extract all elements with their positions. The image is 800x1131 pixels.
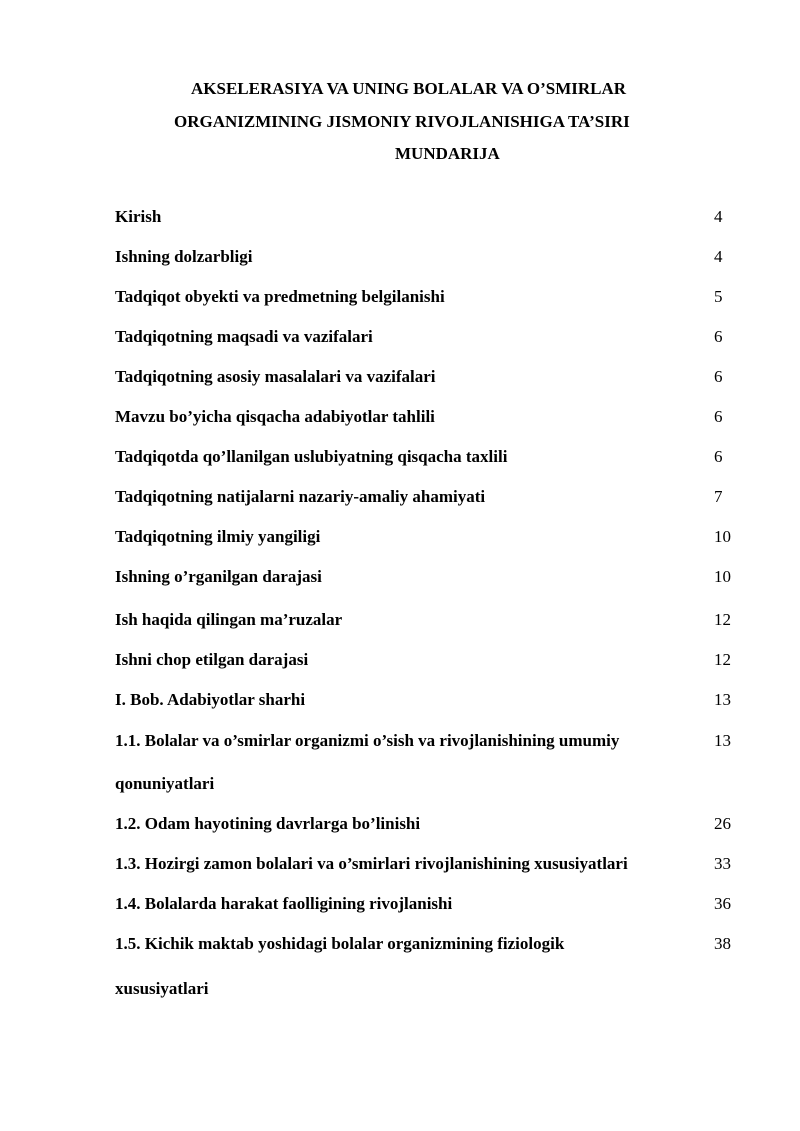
toc-entry-page: 12 <box>714 610 731 629</box>
toc-entry-page: 13 <box>714 690 731 709</box>
toc-entry-text: Tadqiqotning maqsadi va vazifalari <box>115 327 373 346</box>
toc-entry-page: 6 <box>714 367 723 386</box>
toc-entry-text: 1.2. Odam hayotining davrlarga bo’linishi <box>115 814 421 833</box>
contents-heading: MUNDARIJA <box>395 144 500 163</box>
toc-entry-text: 1.4. Bolalarda harakat faolligining rivojlanishi <box>115 894 453 913</box>
toc-entry-page: 4 <box>714 207 723 226</box>
toc-entry-text: 1.3. Hozirgi zamon bolalari va o’smirlari rivojlanishining xususiyatlari <box>115 854 628 873</box>
toc-entry-page: 10 <box>714 527 731 546</box>
toc-entry-page: 6 <box>714 447 723 466</box>
toc-entry-text: 1.1. Bolalar va o’smirlar organizmi o’sish va rivojlanishining umumiy <box>115 731 620 750</box>
toc-entry-text: Tadqiqotda qo’llanilgan uslubiyatning qisqacha taxlili <box>115 447 508 466</box>
document-title-line-1: AKSELERASIYA VA UNING BOLALAR VA O’SMIRLAR <box>191 79 627 98</box>
toc-entry-page: 13 <box>714 731 731 750</box>
document-title-line-2: ORGANIZMINING JISMONIY RIVOJLANISHIGA TA’SIRI <box>174 112 630 131</box>
toc-entry-continuation: qonuniyatlari <box>115 774 215 793</box>
toc-entry-text: Ish haqida qilingan ma’ruzalar <box>115 610 343 629</box>
toc-entry-text: I. Bob. Adabiyotlar sharhi <box>115 690 306 709</box>
toc-entry-text: 1.5. Kichik maktab yoshidagi bolalar organizmining fiziologik <box>115 934 565 953</box>
toc-entry-page: 4 <box>714 247 723 266</box>
toc-entry-page: 6 <box>714 407 723 426</box>
toc-entry-text: Ishning o’rganilgan darajasi <box>115 567 322 586</box>
toc-entry-text: Tadqiqotning ilmiy yangiligi <box>115 527 321 546</box>
toc-entry-text: Tadqiqotning asosiy masalalari va vazifalari <box>115 367 436 386</box>
toc-entry-continuation: xususiyatlari <box>115 979 209 998</box>
toc-entry-page: 5 <box>714 287 723 306</box>
toc-entry-text: Ishni chop etilgan darajasi <box>115 650 309 669</box>
toc-entry-page: 10 <box>714 567 731 586</box>
toc-entry-text: Kirish <box>115 207 162 226</box>
toc-entry-page: 6 <box>714 327 723 346</box>
toc-entry-page: 33 <box>714 854 731 873</box>
toc-entry-page: 7 <box>714 487 723 506</box>
toc-entry-page: 12 <box>714 650 731 669</box>
toc-entry-text: Tadqiqot obyekti va predmetning belgilanishi <box>115 287 445 306</box>
toc-entry-page: 26 <box>714 814 731 833</box>
toc-entry-page: 38 <box>714 934 731 953</box>
toc-entry-page: 36 <box>714 894 731 913</box>
toc-entry-text: Tadqiqotning natijalarni nazariy-amaliy ahamiyati <box>115 487 486 506</box>
toc-entry-text: Ishning dolzarbligi <box>115 247 253 266</box>
toc-entry-text: Mavzu bo’yicha qisqacha adabiyotlar tahlili <box>115 407 435 426</box>
